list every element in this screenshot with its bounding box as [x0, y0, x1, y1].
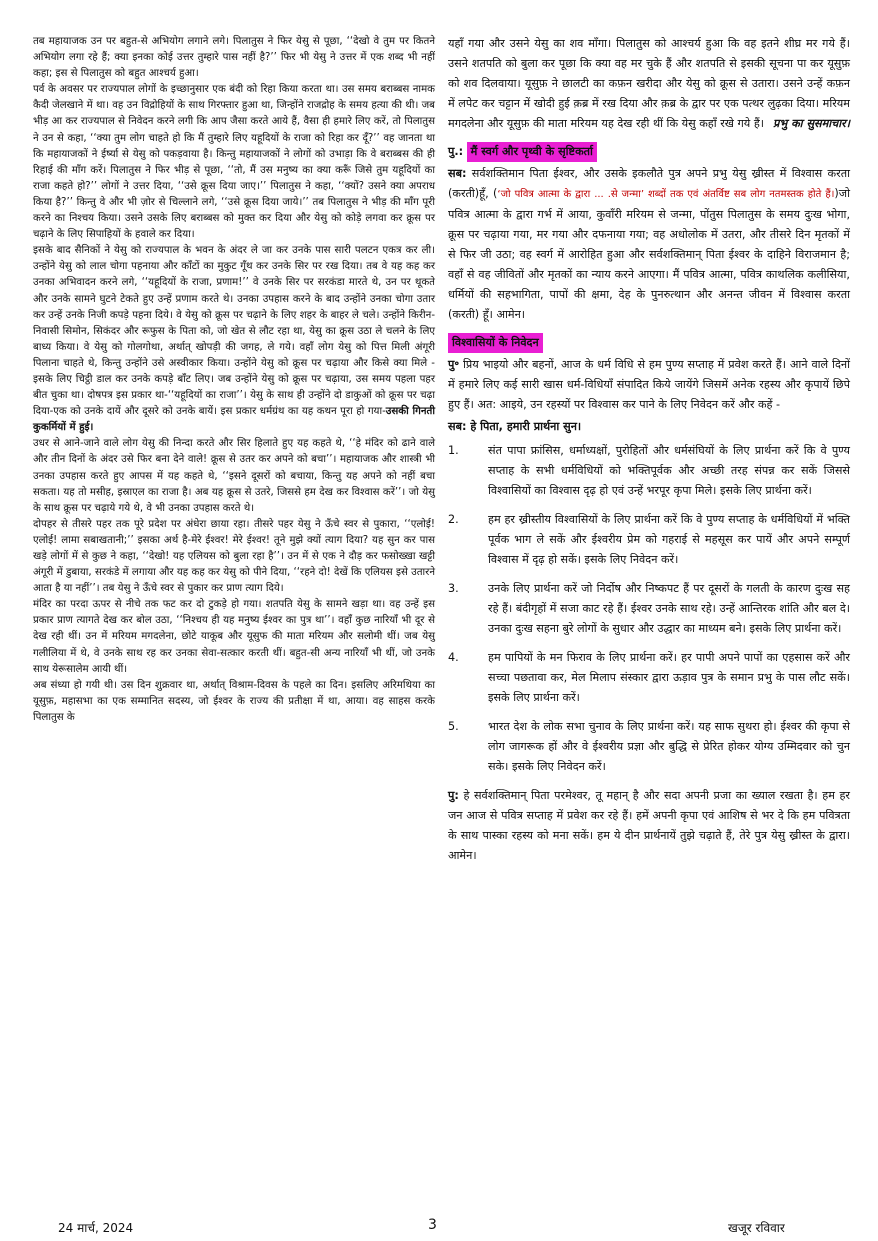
prayers-intro-text: प्रिय भाइयो और बहनों, आज के धर्म विधि से हम पुण्य सप्ताह में प्रवेश करते हैं। आने वाले दिनों में हमारे लिए कई सारी खास धर्म-विधियाँ संपादित किये जायेंगे जिसमें अनेक रहस्य और कृपायें छिपे हुए हैं। अत: आइये, उन रहस्यों पर विश्वास कर पाने के लिए निवेदन करें और कहें -	[448, 358, 850, 411]
creed-rubric-note: ‘जो पवित्र आत्मा के द्वारा ... .से जन्मा’ शब्दों तक एवं अंतर्विष्ट सब लोग नतमस्तक होते हैं।	[497, 189, 835, 200]
prayer-text: भारत देश के लोक सभा चुनाव के लिए प्रार्थना करें। यह साफ सुथरा हो। ईश्वर की कृपा से लोग जागरूक हों और वे ईश्वरीय प्रज्ञा और बुद्धि से प्रेरित होकर योग्य उम्मिदवार को चुन सके। इसके लिए निवेदन करें।	[488, 720, 850, 773]
creed-all-label: सब:	[448, 167, 467, 180]
footer-date: 24 मार्च, 2024	[58, 1221, 134, 1235]
gospel-paragraph-6: मंदिर का परदा ऊपर से नीचे तक फट कर दो टुकड़े हो गया। शतपति येसु के सामने खड़ा था। वह उन्हें इस प्रकार प्राण त्यागते देख कर बोल उठा, ‘‘निश्चय ही यह मनुष्य ईश्वर का पुत्र था’’। वहाँ कुछ नारियाँ भी दूर से देख रही थीं। उन में मरियम मगदलेना, छोटे याकूब और यूसुफ की माता मरियम और सलोमी थीं। जब येसु गलीलिया में थे, वे उनके साथ रह कर उनका सेवा-सत्कार करती थीं। बहुत-सी अन्य नारियाँ भी थीं, जो उनके साथ येरूसालेम आयी थीं।	[33, 599, 435, 675]
prayer-item	[448, 648, 850, 708]
prayers-closing-label: पु:	[448, 789, 459, 802]
gospel-paragraph-5: दोपहर से तीसरे पहर तक पूरे प्रदेश पर अंधेरा छाया रहा। तीसरे पहर येसु ने ऊँचे स्वर से पुकारा, ‘‘एलोई! एलोई! लामा सबाखतानी;’’ इसका अर्थ है-मेरे ईश्वर! मेरे ईश्वर! तूने मुझे क्यों त्याग दिया? यह सुन कर पास खड़े लोगों में से कुछ ने कहा, ‘‘देखो! यह एलियस को बुला रहा है’’। उन में से एक ने दौड़ कर फसोख्खा खट्टी अंगूरी में डुबाया, सरकंडे में लगाया और यह कह कर येसु को पीने दिया, ‘‘रहने दो! देखें कि एलियस इसे उतारने आता है या नहीं’’। तब येसु ने ऊँचे स्वर से पुकार कर प्राण त्याग दिये।	[33, 518, 435, 595]
creed-text	[448, 164, 850, 325]
prayer-item	[448, 579, 850, 639]
prayer-text: उनके लिए प्रार्थना करें जो निर्दोष और निष्कपट हैं पर दूसरों के गलती के कारण दुःख सह रहे हैं। बंदीगृहों में सजा काट रहे हैं। ईश्वर उनके साथ रहे। उन्हें आन्तिरक शांति और बल दे। उनका दुःख सहना बुरे लोगों के सुधार और उद्धार का माध्यम बने। इसके लिए प्रार्थना करें।	[488, 582, 850, 635]
prayers-heading: विश्वासियों के निवेदन	[448, 333, 543, 353]
gospel-paragraph-3	[33, 243, 435, 436]
prayer-text: संत पापा फ्रांसिस, धर्माध्यक्षों, पुरोहितों और धर्मसंघियों के लिए प्रार्थना करें कि वे पुण्य सप्ताह के सभी धर्मविधियों को भक्तिपूर्वक और अच्छी तरह संपन्न कर सकें जिससे विश्वासियों का विश्वास दृढ़ हो एवं उन्हें भरपूर कृपा मिले। इसके लिए प्रार्थना करें।	[488, 444, 850, 497]
prayer-text: हम हर ख्रीस्तीय विश्वासियों के लिए प्रार्थना करें कि वे पुण्य सप्ताह के धर्मविधियों में भक्ति पूर्वक भाग ले सकें और ईश्वरीय प्रेम को गहराई से महसूस कर पायें और अपने सम्पूर्ण विश्वास में दृढ़ हो सकें। इसके लिए निवेदन करें।	[488, 513, 850, 566]
gospel-ending-text: यहाँ गया और उसने येसु का शव माँगा। पिलातुस को आश्चर्य हुआ कि वह इतने शीघ्र मर गये हैं। उसने शतपति को बुला कर पूछा कि क्या वह मर चुके हैं और शतपति से इसकी सूचना पा कर यूसुफ़ को शव दिलवाया। यूसुफ़ ने छालटी का कफ़न खरीदा और येसु को क्रूस से उतारा। उसने उन्हें कफ़न में लपेट कर चट्टान में खोदी हुई क़ब्र में रख दिया और क़ब्र के द्वार पर एक पत्थर लुढ़का दिया। मरियम मगदलेना और यूसुफ़ की माता मरियम यह देख रही थीं कि येसु कहाँ रखे गये हैं।	[448, 37, 850, 130]
prayer-number: 4.	[448, 651, 459, 664]
prayers-heading-row	[448, 333, 850, 353]
footer-occasion: खजूर रविवार	[728, 1221, 785, 1235]
gospel-paragraph-2: पर्व के अवसर पर राज्यपाल लोगों के इच्छानुसार एक बंदी को रिहा किया करता था। उस समय बराब्बस नामक कैदी जेलखाने में था। वह उन विद्रोहियों के साथ गिरफ्तार हुआ था, जिन्होंने राजद्रोह के समय हत्या की थी। जब भीड़ आ कर राज्यपाल से निवेदन करने लगी कि आप जैसा करते आये हैं, वैसा ही हमारे लिए करें, तो पिलातुस ने उन से कहा, ‘‘क्या तुम लोग चाहते हो कि मैं तुम्हारे लिए यहूदियों के राजा को रिहा कर दूँ?’’ वह जानता था कि महायाजकों ने ईर्ष्या से येसु को पकड़वाया है। किन्तु महायाजकों ने लोगों को उभाड़ा कि वे बराब्बस की ही रिहाई की माँग करें। पिलातुस ने फिर भीड़ से पूछा, ‘‘तो, मैं उस मनुष्य का क्या करूँ जिसे तुम यहूदियों का राजा कहते हो?’’ लोगों ने उत्तर दिया, ‘‘उसे क्रूस दिया जाए।’’ पिलातुस ने कहा, ‘‘क्यों? उसने क्या अपराध किया है?’’ किन्तु वे और भी ज़ोर से चिल्लाने लगे, ‘‘उसे क्रूस दिया जाये।’’ तब पिलातुस ने भीड़ की माँग पूरी करने का निश्चय किया। उसने उसके लिए बराब्बस को मुक्त कर दिया और येसु को कोड़े लगवा कर क्रूस पर चढ़ाने के लिए सिपाहियों के हवाले कर दिया।	[33, 84, 435, 241]
creed-text-b: )जो पवित्र आत्मा के द्वारा गर्भ में आया, कुवाँरी मरियम से जन्मा, पोंतुस पिलातुस के समय दुःख भोगा, क्रूस पर चढ़ाया गया, मर गया और दफनाया गया; वह अधोलोक में उतरा, और तीसरे दिन मृतकों में से फिर जी उठा; वह स्वर्ग में आरोहित हुआ और सर्वशक्तिमान् पिता ईश्वर के दाहिने विराजमान है; वहाँ से वह जीवितों और मृतकों का न्याय करने आएगा। मैं पवित्र आत्मा, पवित्र काथलिक कलीसिया, धर्मियों की सहभागिता, पापों की क्षमा, देह के पुनरुत्थान और अनन्त जीवन में विश्वास करता (करती) हूँ। आमेन।	[448, 187, 850, 321]
prayer-number: 5.	[448, 720, 459, 733]
scripture-emphasis: उसकी गिनती कुकर्मियों में हुई।	[33, 406, 435, 434]
gospel-paragraph-7: अब संध्या हो गयी थी। उस दिन शुक्रवार था, अर्थात् विश्राम-दिवस के पहले का दिन। इसलिए अरिमथिया का यूसुफ़, महासभा का एक सम्मानित सदस्य, जो ईश्वर के राज्य की प्रतीक्षा में था, आया। वह साहस करके पिलातुस के	[33, 679, 435, 723]
prayer-number: 2.	[448, 513, 459, 526]
gospel-ending	[448, 34, 850, 134]
page-number: 3	[428, 1217, 437, 1233]
prayer-number: 1.	[448, 444, 459, 457]
right-column	[448, 34, 850, 866]
gospel-paragraph-3-text: इसके बाद सैनिकों ने येसु को राज्यपाल के भवन के अंदर ले जा कर उनके पास सारी पलटन एकत्र कर ली। उन्होंने येसु को लाल चोगा पहनाया और काँटों का मुकुट गूँथ कर उनके सिर पर रख दिया। तब वे यह कह कर उनका अभिवादन करने लगे, ‘‘यहूदियों के राजा, प्रणाम!’’ वे उनके सिर पर सरकंडा मारते थे, उन पर थूकते और उनके सामने घुटने टेकते हुए उन्हें प्रणाम करते थे। उनका उपहास करने के बाद उन्होंने उनका चोगा उतार कर उन्हें उनके निजी कपड़े पहना दिये। वे येसु को क्रूस पर चढ़ाने के लिए शहर के बाहर ले चले। उन्होंने किरीन-निवासी सिमोन, सिकंदर और रूफुस के पिता को, जो खेत से लौट रहा था, येसु का क्रूस उठा ले चलने के लिए बाध्य किया। वे येसु को गोलगोथा, अर्थात् खोपड़ी की जगह, ले गये। वहाँ लोग येसु को पित्त मिली अंगूरी पिलाना चाहते थे, किन्तु उन्होंने उसे अस्वीकार किया। उन्होंने येसु को क्रूस पर चढ़ाया और किसे क्या मिले - इसके लिए चिट्ठी डाल कर उनके कपड़े बाँट लिए। जब उन्होंने येसु को क्रूस पर चढ़ाया, उस समय पहला पहर बीत चुका था। दोषपत्र इस प्रकार था-‘‘यहूदियों का राजा’’। येसु के साथ ही उन्होंने दो डाकुओं को क्रूस पर चढ़ा दिया-एक को उनके दायें और दूसरे को उनके बायें। इस प्रकार धर्मग्रंथ का यह कथन पूरा हो गया-	[33, 245, 435, 418]
prayers-list	[448, 441, 850, 777]
prayer-number: 3.	[448, 582, 459, 595]
prayers-intro-label: पु॰	[448, 358, 460, 371]
creed-heading: मैं स्वर्ग और पृथ्वी के सृष्टिकर्ता	[467, 142, 597, 162]
creed-heading-row	[448, 142, 850, 162]
prayer-item	[448, 441, 850, 501]
gospel-paragraph-1: तब महायाजक उन पर बहुत-से अभियोग लगाने लगे। पिलातुस ने फिर येसु से पूछा, ‘‘देखो वे तुम पर कितने अभियोग लगा रहे हैं; क्या इनका कोई उत्तर तुम्हारे पास नहीं है?’’ फिर भी येसु ने उत्तर में एक शब्द भी नहीं कहा; इस से पिलातुस को बहुत आश्चर्य हुआ।	[33, 36, 435, 80]
prayers-closing-text: हे सर्वशक्तिमान् पिता परमेश्वर, तू महान् है और सदा अपनी प्रजा का ख्याल रखता है। हम हर जन आज से पवित्र सप्ताह में प्रवेश कर रहे हैं। हमें अपनी कृपा एवं आशिष से भर दे कि हम पवित्रता के साथ पास्का रहस्य को मना सकें। हम ये दीन प्रार्थनायें तुझे चढ़ाते हैं, तेरे पुत्र येसु ख्रीस्त के द्वारा। आमेन।	[448, 789, 851, 862]
prayer-item	[448, 717, 850, 777]
prayers-response: सब: हे पिता, हमारी प्रार्थना सुन।	[448, 420, 582, 433]
gospel-paragraph-4: उधर से आने-जाने वाले लोग येसु की निन्दा करते और सिर हिलाते हुए यह कहते थे, ‘‘हे मंदिर को ढाने वाले और तीन दिनों के अंदर उसे फिर बना देने वाले! क्रूस से उतर कर अपने को बचा’’। महायाजक और शास्त्री भी उनका उपहास करते हुए आपस में यह कहते थे, ‘‘इसने दूसरों को बचाया, किन्तु यह अपने को नहीं बचा सकता। यह तो मसीह, इस्राएल का राजा है। अब यह क्रूस से उतरे, जिससे हम देख कर विश्वास करें’’। जो येसु के साथ क्रूस पर चढ़ाये गये थे, वे भी उनका उपहास करते थे।	[33, 438, 435, 514]
creed-text-a: सर्वशक्तिमान पिता ईश्वर, और उसके इकलौते पुत्र अपने प्रभु येसु ख्रीस्त में विश्वास करता (करती)हूँ, (	[448, 167, 850, 200]
prayers-intro	[448, 355, 850, 415]
prayer-item	[448, 510, 850, 570]
prayers-closing	[448, 786, 850, 866]
gospel-acclamation: प्रभु का सुसमाचार।	[772, 117, 850, 130]
left-column	[33, 34, 435, 726]
creed-priest-label: पु.:	[448, 145, 464, 158]
prayer-text: हम पापियों के मन फिराव के लिए प्रार्थना करें। हर पापी अपने पापों का एहसास करें और सच्चा पछतावा कर, मेल मिलाप संस्कार द्वारा ऊड़ाव पुत्र के समान प्रभु के पास लौट सकें। इसके लिए प्रार्थना करें।	[488, 651, 850, 704]
